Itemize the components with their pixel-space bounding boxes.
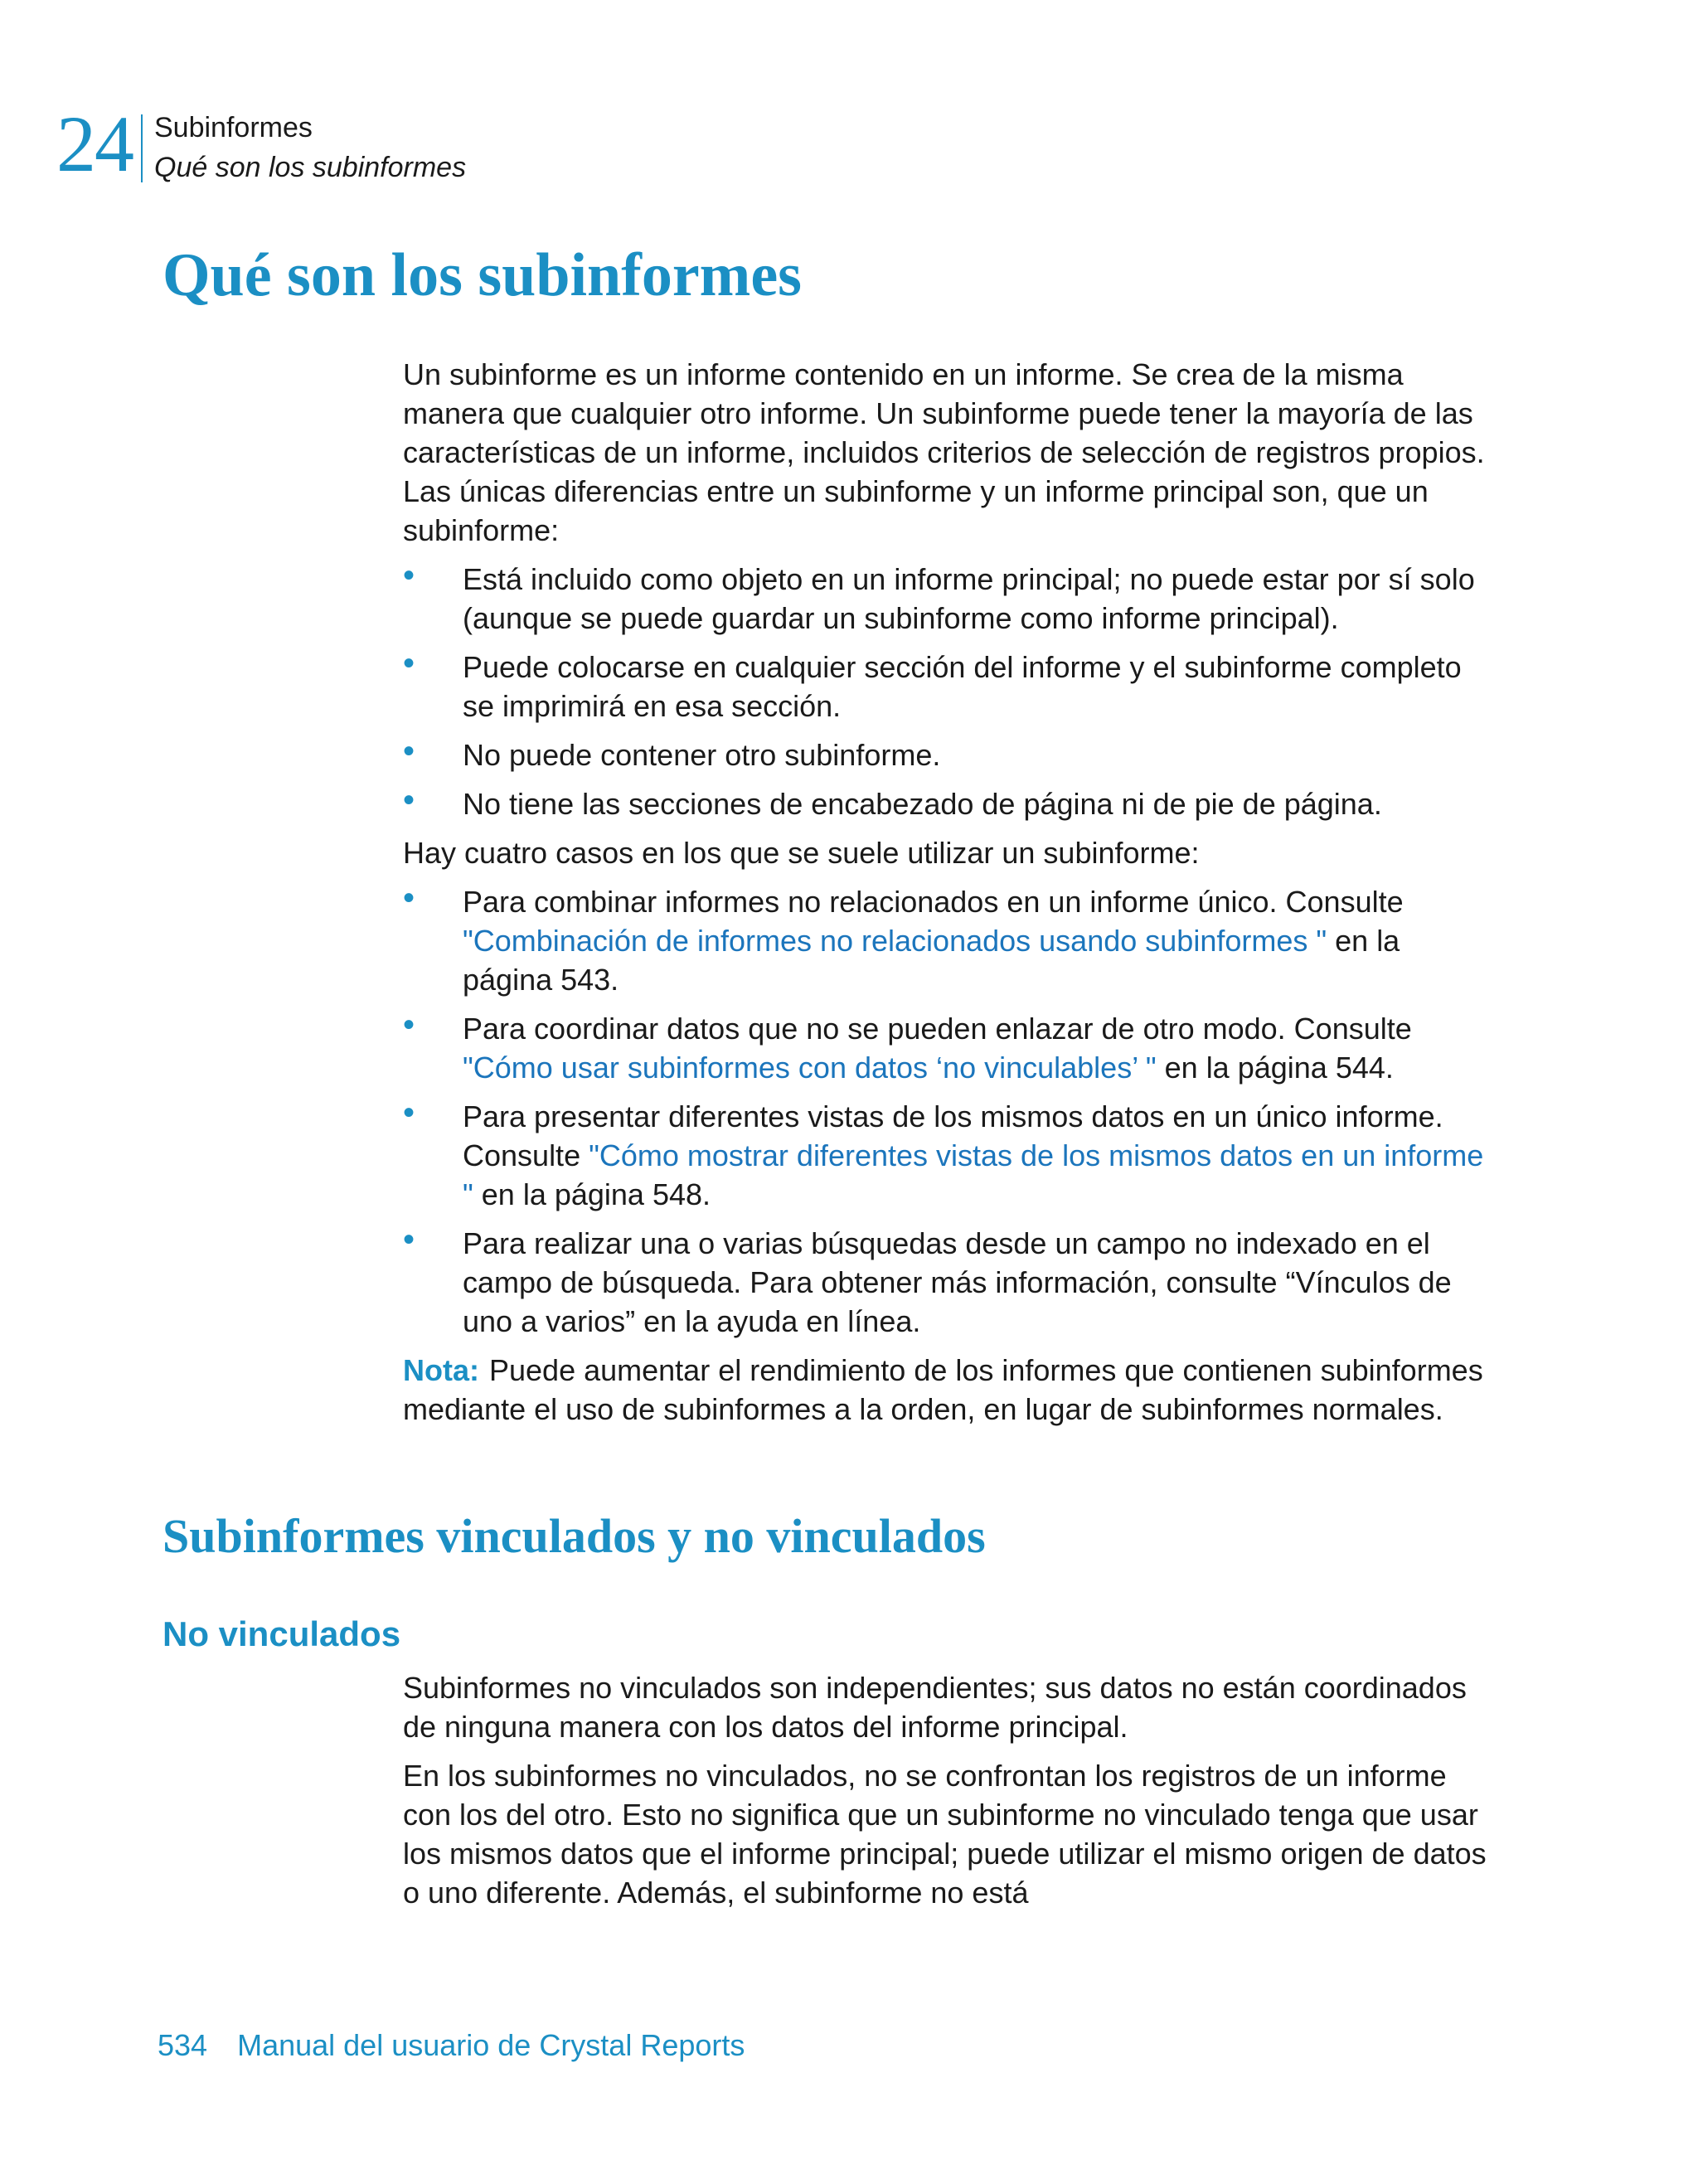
bullet-icon: • (403, 733, 415, 769)
list-item-text: en la página 548. (473, 1177, 711, 1211)
section-title-vinculados: Subinformes vinculados y no vinculados (163, 1509, 986, 1563)
cross-reference-link[interactable]: "Combinación de informes no relacionados usando subinformes " (463, 924, 1327, 958)
list-item-text: Para coordinar datos que no se pueden enlazar de otro modo. Consulte (463, 1012, 1412, 1046)
header-chapter-title: Subinformes (154, 112, 313, 143)
list-item (403, 1221, 1497, 1341)
list-item-text: Para combinar informes no relacionados en un informe único. Consulte (463, 885, 1404, 919)
page-footer (158, 2028, 745, 2063)
list-item-text: Está incluido como objeto en un informe principal; no puede estar por sí solo (aunque se puede guardar un subinforme como informe principal). (463, 562, 1475, 635)
list-item-text: Puede colocarse en cualquier sección del informe y el subinforme completo se imprimirá en esa sección. (463, 650, 1462, 723)
list-item-text: Para realizar una o varias búsquedas desde un campo no indexado en el campo de búsqueda. Para obtener más información, consulte “Vínculos de uno a varios” en la ayuda en línea. (463, 1226, 1452, 1338)
note-paragraph (403, 1351, 1497, 1429)
header-divider (141, 114, 143, 182)
list-item (403, 1094, 1497, 1214)
bullet-icon: • (403, 880, 415, 916)
running-header (56, 99, 467, 188)
header-titles (154, 108, 466, 187)
list-item-text: No tiene las secciones de encabezado de página ni de pie de página. (463, 787, 1382, 821)
paragraph: Subinformes no vinculados son independientes; sus datos no están coordinados de ninguna manera con los datos del informe principal. (403, 1671, 1467, 1744)
paragraph: En los subinformes no vinculados, no se confrontan los registros de un informe con los del otro. Esto no significa que un subinforme no vinculado tenga que usar los mismos datos que el informe principal; puede utilizar el mismo origen de datos o uno diferente. Además, el subinforme no está (403, 1759, 1487, 1910)
cases-intro-paragraph: Hay cuatro casos en los que se suele utilizar un subinforme: (403, 836, 1200, 870)
list-item (403, 784, 1497, 823)
cross-reference-link[interactable]: "Cómo usar subinformes con datos ‘no vinculables’ " (463, 1051, 1157, 1085)
cross-reference-link[interactable]: "Cómo mostrar diferentes vistas de los mismos datos en un informe " (463, 1138, 1484, 1211)
book-title: Manual del usuario de Crystal Reports (237, 2028, 745, 2062)
list-item (403, 557, 1497, 638)
list-item (403, 735, 1497, 774)
chapter-number: 24 (56, 99, 133, 188)
intro-paragraph: Un subinforme es un informe contenido en un informe. Se crea de la misma manera que cualquier otro informe. Un subinforme puede tener la mayoría de las características de un informe, incluidos criterios de selección de registros propios. Las únicas diferencias entre un subinforme y un informe principal son, que un subinforme: (403, 357, 1485, 547)
note-text: Puede aumentar el rendimiento de los informes que contienen subinformes mediante el uso de subinformes a la orden, en lugar de subinformes normales. (403, 1353, 1483, 1426)
list-item-text: Para presentar diferentes vistas de los mismos datos en un único informe. Consulte (463, 1099, 1443, 1172)
list-item (403, 1009, 1497, 1087)
note-label: Nota: (403, 1353, 479, 1387)
bullet-icon: • (403, 782, 415, 818)
bullet-icon: • (403, 557, 415, 594)
list-item-text: en la página 543. (463, 924, 1400, 997)
bullet-icon: • (403, 645, 415, 682)
page-number: 534 (158, 2028, 208, 2062)
bullet-icon: • (403, 1007, 415, 1043)
list-item-text: en la página 544. (1156, 1051, 1394, 1085)
section-title-que-son: Qué son los subinformes (163, 241, 802, 309)
use-cases-list (403, 882, 1497, 1341)
bullet-icon: • (403, 1094, 415, 1131)
list-item (403, 882, 1497, 999)
bullet-icon: • (403, 1221, 415, 1258)
section-body-que-son (403, 355, 1497, 1439)
differences-list (403, 557, 1497, 823)
header-section-title: Qué son los subinformes (154, 152, 467, 183)
subsection-title-no-vinculados: No vinculados (163, 1614, 401, 1653)
section-body-no-vinculados (403, 1668, 1497, 1922)
list-item (403, 645, 1497, 726)
list-item-text: No puede contener otro subinforme. (463, 738, 941, 772)
